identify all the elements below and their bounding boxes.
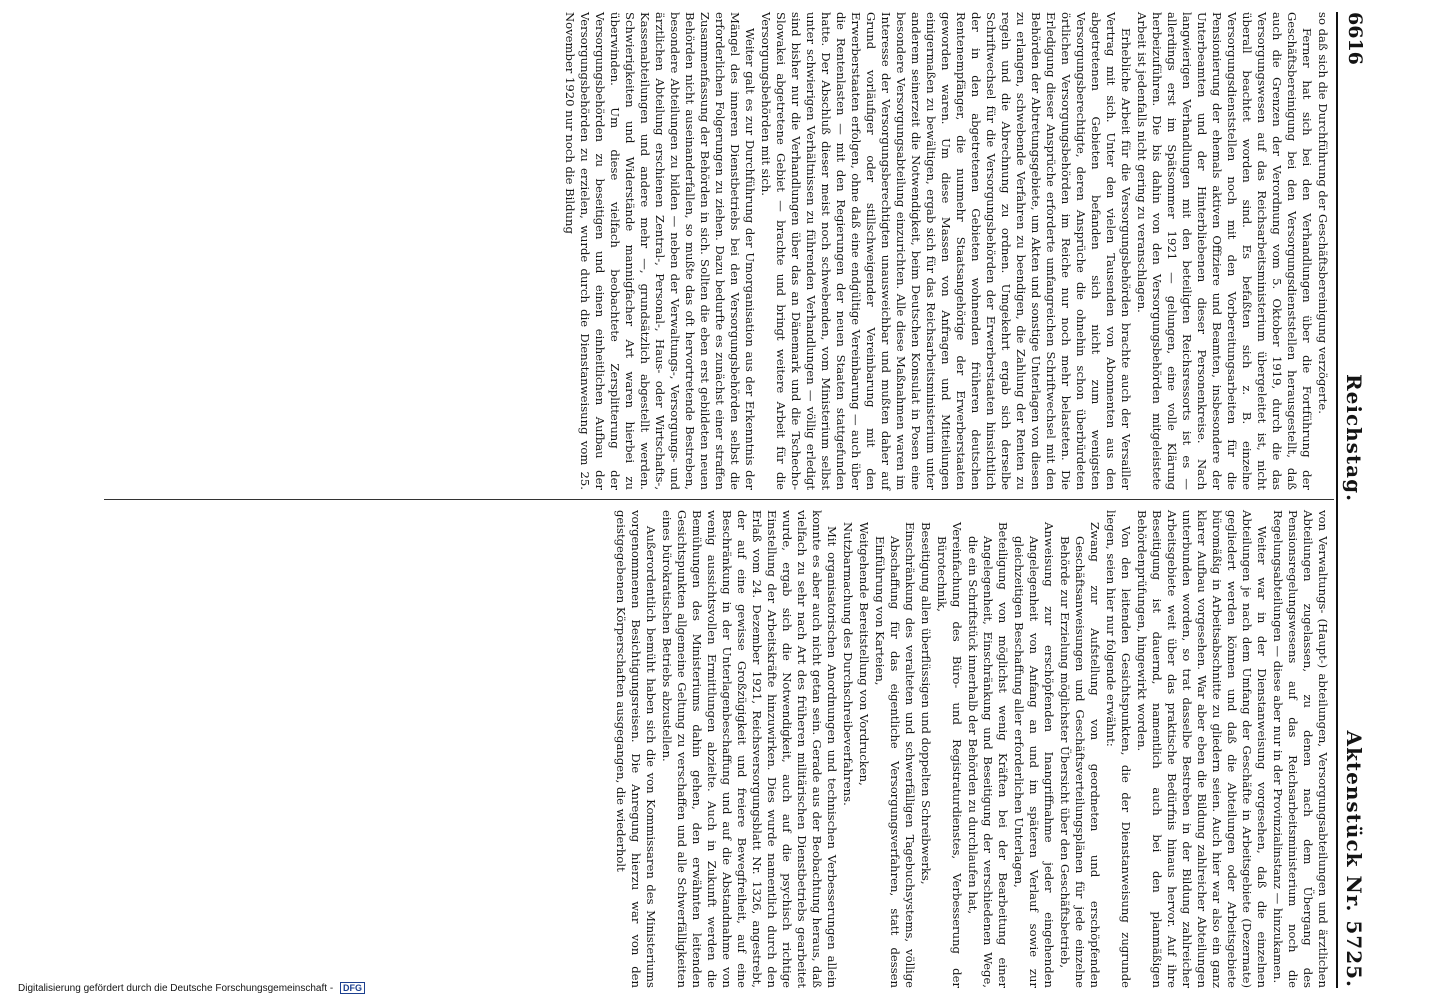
paragraph: Beteiligung von möglichst wenig Kräften bei der Bearbeitung einer Angelegenheit, Einschränkung und Beseitigung der verschiedenen Wege, die ein Schriftstück innerhalb der Behörden zu durchlaufen hat, — [966, 522, 1010, 988]
paragraph: Beseitigung allen überflüssigen und doppelten Schreibwerks, — [919, 522, 933, 885]
page-number: 6616 — [1344, 12, 1366, 65]
paragraph: Weiter war in der Dienstanweisung vorgesehen, daß die einzelnen Abteilungen je nach dem Umfang der Geschäfte in Arbeitsgebiete (Dezernate) gegliedert werden können und daß die Abteilungen oder Arbeitsgebiete büromäßig in Arbeitsabschnitte zu gliedern seien. Auch hier war also ein ganz klarer Aufbau vorgesehen. War aber eben die Bildung zahlreicher Abteilungen unterbunden worden, so trat dasselbe Bestreben in der Bildung zahlreicher Arbeitsgebiete weit über das praktische Bedürfnis hinaus hervor. Auf ihre Beseitigung ist dauernd, namentlich auch bei den planmäßigen Behördenprüfungen, hingewirkt worden. — [1135, 510, 1269, 988]
left-column — [561, 12, 1330, 490]
paragraph: Zwang zur Aufstellung von geordneten und erschöpfenden Geschäftsanweisungen und Geschäftsverteilungsplänen für jede einzelne Behörde zur Erzielung möglichster Übersicht über den Geschäftsbetrieb, — [1058, 522, 1102, 988]
paragraph: so daß sich die Durchführung der Geschäftsbereinigung verzögerte. — [1316, 12, 1330, 414]
paragraph: Erhebliche Arbeit für die Versorgungsbehörden brachte auch der Versailler Vertrag mit sich. Unter den vielen Tausenden von Abonnenten aus den abgetretenen Gebieten befanden sich nicht zum wenigsten Versorgungsberechtigte, deren Ansprüche die ohnehin schon überbürdeten örtlichen Versorgungsbehörden im Reiche nur noch mehr belasteten. Die Erledigung dieser Ansprüche erforderte umfangreichen Schriftwechsel mit den Behörden der Abtretungsgebiete, um Akten und sonstige Unterlagen von diesen zu erlangen, schwebende Verfahren zu beendigen, die Zahlung der Renten zu regeln und die Abrechnung zu ordnen. Umgekehrt ergab sich derselbe Schriftwechsel für die Versorgungsbehörden der Erwerberstaaten hinsichtlich der in den abgetretenen Gebieten wohnenden früheren deutschen Rentenempfänger, die nunmehr Staatsangehörige der Erwerberstaaten geworden waren. Um diese Massen von Anfragen und Mitteilungen einigermaßen zu bewältigen, ergab sich für das Reichsarbeitsministerium unter anderem seinerzeit die Notwendigkeit, beim Deutschen Konsulat in Posen eine besondere Versorgungsabteilung einzurichten. Alle diese Maßnahmen waren im Interesse der Versorgungsberechtigten unausweichbar und mußten daher auf Grund vorläufiger oder stillschweigender Vereinbarung mit den Erwerberstaaten erfolgen, ohne daß eine endgültige Vereinbarung — auch über die Rentenlasten — mit den Regierungen der neuen Staaten stattgefunden hatte. Der Abschluß dieser meist noch schwebenden, vom Ministerium selbst unter schwierigen Verhältnissen zu führenden Verhandlungen — völlig erledigt sind bisher nur die Verhandlungen über das an Dänemark und die Tschecho-Slowakei abgetretene Gebiet — brachte und bringt weitere Arbeit für die Versorgungsbehörden mit sich. — [759, 12, 1133, 490]
paragraph: Von den leitenden Gesichtspunkten, die der Dienstanweisung zugrunde liegen, seien hier nur folgende erwähnt: — [1104, 510, 1133, 988]
paragraph: Außerordentlich bemüht haben sich die von Kommissaren des Ministeriums vorgenommenen Besichtigungsreisen. Die Anregung hierzu war von den geistgegebenen Körperschaften ausgegangen, die wiederholt — [614, 510, 658, 988]
right-column — [612, 510, 1330, 988]
paragraph: Weiter galt es zur Durchführung der Umorganisation aus der Erkenntnis der Mängel des inneren Dienstbetriebs bei den Versorgungsbehörden selbst die erforderlichen Folgerungen zu ziehen. Dazu bedurfte es zunächst einer straffen Zusammenfassung der Behörden in sich. Sollten die eben erst gebildeten neuen Behörden nicht auseinanderfallen, so mußte das oft hervortretende Bestreben, besondere Abteilungen zu bilden — neben der Verwaltungs-, Versorgungs- und ärztlichen Abteilung erschienen Zentral-, Personal-, Haus- oder Wirtschafts-, Kassenabteilungen und andere mehr —, grundsätzlich abgestellt werden. Schwierigkeiten und Widerstände mannigfacher Art waren hierbei zu überwinden. Um diese vielfach beobachtete Zersplitterung der Versorgungsbehörden zu beseitigen und einen einheitlichen Aufbau der Versorgungsbehörden zu erzielen, wurde durch die Dienstanweisung vom 25. November 1920 nur noch die Bildung — [563, 12, 757, 490]
paragraph: Ferner hat sich bei den Verhandlungen über die Fortführung der Geschäftsbereinigung bei den Versorgungsdienststellen herausgestellt, daß auch die Grenzen der Verordnung vom 5. Oktober 1919, durch die das Versorgungswesen auf das Reichsarbeitsministerium übergeleitet ist, nicht überall beachtet worden sind. Es befaßten sich z. B. einzelne Versorgungsdienststellen noch mit den Vorbereitungsarbeiten für die Pensionierung der ehemals aktiven Offiziere und Beamten, insbesondere der Unterbeamten und der Hinterbliebenen dieser Personenkreise. Nach langwierigen Verhandlungen mit den beteiligten Reichsressorts ist es — allerdings erst im Spätsommer 1921 — gelungen, eine volle Klärung herbeizuführen. Die bis dahin von den Versorgungsbehörden mitgeleistete Arbeit ist jedenfalls nicht gering zu veranschlagen. — [1135, 12, 1314, 490]
column-divider — [104, 499, 1334, 500]
document-number: Aktenstück Nr. 5725. — [1342, 730, 1366, 988]
dfg-logo: DFG — [340, 982, 365, 994]
digitization-notice — [18, 982, 365, 994]
paragraph: Weitgehende Bereitstellung von Vordrucken, — [857, 522, 871, 786]
page-header — [1340, 12, 1366, 988]
paragraph: Anweisung zur erschöpfenden Inangriffnahme jeder eingehenden Angelegenheit von Anfang an und im späteren Verlauf sowie zur gleichzeitigen Beschaffung aller erforderlichen Unterlagen, — [1012, 522, 1056, 988]
paragraph: von Verwaltungs- (Haupt-) abteilungen, Versorgungsabteilungen und ärztlichen Abteilungen zugelassen, zu denen nach dem Übergang des Pensionsregelungswesens auf das Reichsarbeitsministerium noch die Regelungsabteilungen — diese aber nur in der Provinzialinstanz — hinzukamen. — [1271, 510, 1330, 988]
paragraph: Einschränkung des veralteten und schwerfälligen Tagebuchsystems, völlige Abschaffung für das eigentliche Versorgungsverfahren, statt dessen Einführung von Karteien, — [873, 522, 917, 988]
paragraph: Mit organisatorischen Anordnungen und technischen Verbesserungen allein konnte es aber auch nicht getan sein. Gerade aus der Beobachtung heraus, daß vielfach zu sehr nach Art des früheren militärischen Dienstbetriebs gearbeitet wurde, ergab sich die Notwendigkeit, auch auf die psychisch richtige Einstellung der Arbeitskräfte hinzuwirken. Dies wurde namentlich durch den Erlaß vom 24. Dezember 1921, Reichsversorgungsblatt Nr. 1326, angestrebt, der auf eine gewisse Großzügigkeit und freiere Bewegfreiheit, auf eine Beschränkung in der Unterlagenbeschaffung und auf die Abstandnahme von wenig aussichtsvollen Ermittlungen abzielte. Auch in Zukunft werden die Bemühungen des Ministeriums dahin gehen, den erwähnten leitenden Gesichtspunkten allgemeine Geltung zu verschaffen und alle Schwerfälligkeiten eines bürokratischen Betriebs abzustellen. — [660, 510, 839, 988]
paragraph: Nutzbarmachung des Durchschreibeverfahrens. — [841, 522, 855, 806]
paragraph: Vereinfachung des Büro- und Registraturdienstes, Verbesserung der Bürotechnik, — [935, 522, 964, 988]
funding-note: Digitalisierung gefördert durch die Deutsche Forschungsgemeinschaft - — [18, 983, 334, 994]
header-divider — [1336, 12, 1338, 988]
section-title: Reichstag. — [1342, 374, 1366, 503]
